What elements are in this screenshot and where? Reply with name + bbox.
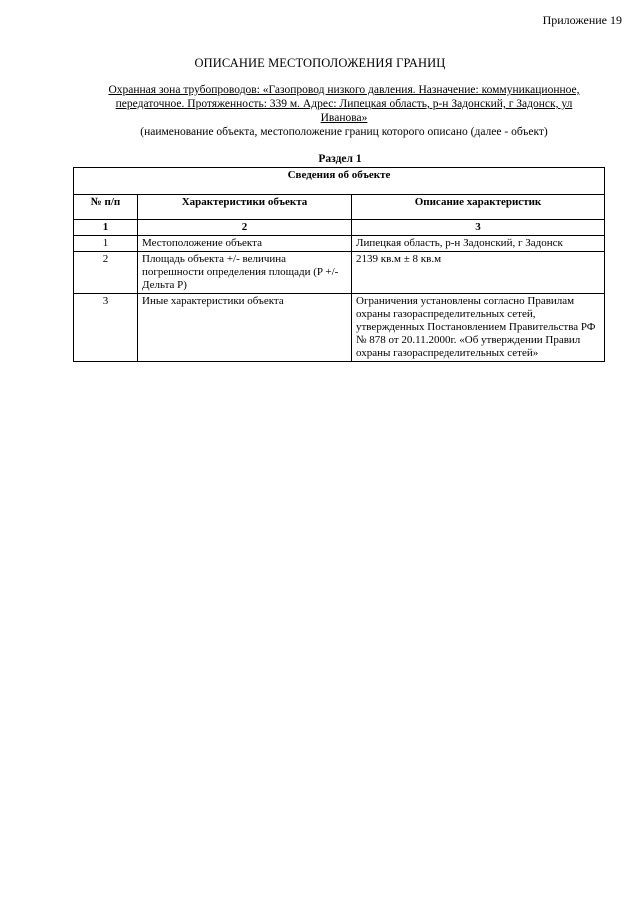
row-number: 3 [74,294,138,362]
column-header-characteristic: Характеристики объекта [138,195,352,220]
object-name-line-1: Охранная зона трубопроводов: «Газопровод низкого давления. Назначение: коммуникационное, [108,84,580,96]
row-characteristic: Площадь объекта +/- величина погрешности определения площади (P +/- Дельта P) [138,252,352,294]
object-name [84,83,604,125]
object-caption: (наименование объекта, местоположение границ которого описано (далее - объект) [140,126,548,138]
row-description: Липецкая область, р-н Задонский, г Задонск [352,236,605,252]
column-number-1: 1 [74,220,138,236]
row-description: Ограничения установлены согласно Правилам охраны газораспределительных сетей, утвержденных Постановлением Правительства РФ № 878 от 20.11.2000г. «Об утверждении Правил охраны газораспределительных сетей» [352,294,605,362]
row-number: 2 [74,252,138,294]
object-name-line-2: передаточное. Протяженность: 339 м. Адрес: Липецкая область, р-н Задонский, г Задонск, ул [115,98,573,110]
row-characteristic: Иные характеристики объекта [138,294,352,362]
row-number: 1 [74,236,138,252]
object-name-line-3: Иванова» [320,112,368,124]
table-caption: Сведения об объекте [74,168,605,195]
object-info-table [73,167,605,362]
column-number-3: 3 [352,220,605,236]
appendix-label: Приложение 19 [542,13,622,27]
column-number-row [74,220,605,236]
table-row [74,236,605,252]
row-characteristic: Местоположение объекта [138,236,352,252]
row-description: 2139 кв.м ± 8 кв.м [352,252,605,294]
column-header-number: № п/п [74,195,138,220]
document-title: ОПИСАНИЕ МЕСТОПОЛОЖЕНИЯ ГРАНИЦ [194,56,446,70]
column-header-description: Описание характеристик [352,195,605,220]
table-header-row [74,195,605,220]
table-row [74,252,605,294]
table-caption-row [74,168,605,195]
section-title: Раздел 1 [318,153,362,165]
column-number-2: 2 [138,220,352,236]
table-row [74,294,605,362]
